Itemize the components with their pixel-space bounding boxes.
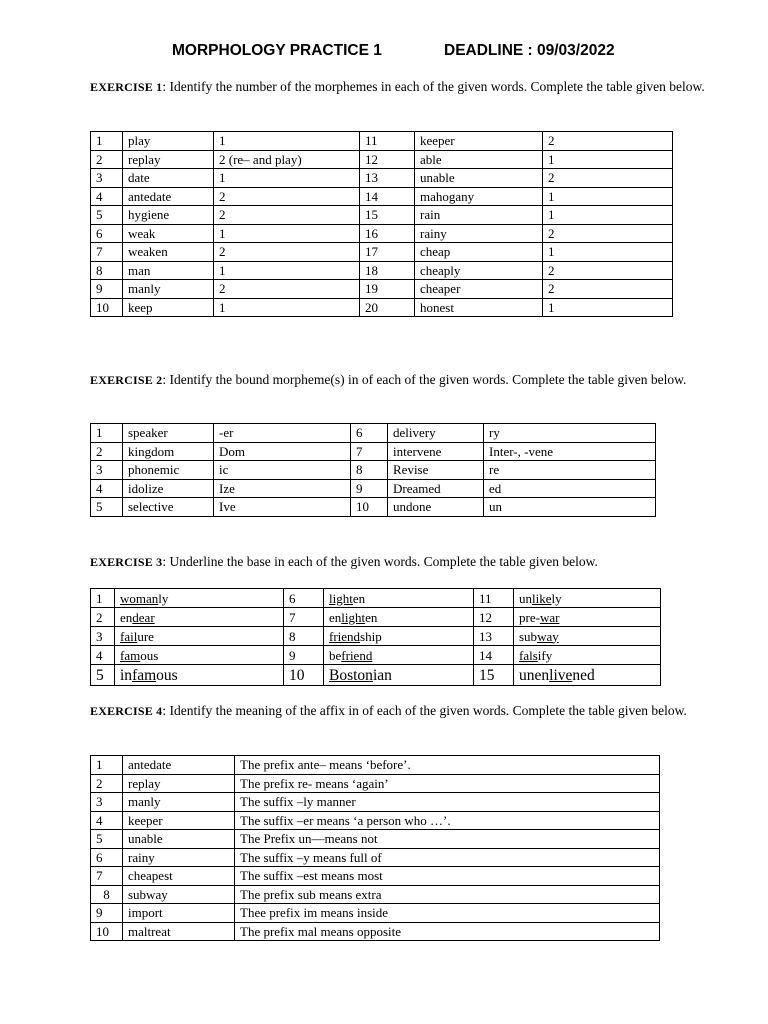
word-suffix: ian	[372, 666, 392, 684]
row-number: 7	[284, 608, 324, 627]
word-prefix: en	[120, 609, 133, 625]
table-row	[91, 498, 656, 517]
row-number: 15	[360, 206, 415, 225]
morpheme-count-cell: 1	[214, 132, 360, 151]
morpheme-count-cell: 2	[543, 280, 673, 299]
table-row	[91, 867, 660, 886]
word-cell: replay	[123, 150, 214, 169]
exercise3-table	[90, 588, 661, 686]
row-number: 1	[91, 756, 123, 775]
morpheme-count-cell: 1	[543, 187, 673, 206]
exercise3-instruction	[90, 553, 720, 571]
affix-meaning-cell: The prefix mal means opposite	[235, 922, 660, 941]
word-prefix: pre-	[519, 609, 540, 625]
morpheme-count-cell: 1	[543, 243, 673, 262]
word-prefix: be	[329, 647, 342, 663]
table-row	[91, 280, 673, 299]
row-number: 5	[91, 830, 123, 849]
word-suffix: ify	[537, 647, 553, 663]
word-cell: weak	[123, 224, 214, 243]
word-suffix: ship	[360, 628, 382, 644]
affix-meaning-cell: The prefix sub means extra	[235, 885, 660, 904]
table-row	[91, 261, 673, 280]
row-number: 18	[360, 261, 415, 280]
table-row	[91, 756, 660, 775]
exercise4-text: : Identify the meaning of the affix in of each of the given words. Complete the table given below.	[162, 703, 687, 718]
bound-morpheme-cell: ic	[214, 461, 351, 480]
affix-meaning-cell: The suffix –est means most	[235, 867, 660, 886]
exercise2-text: : Identify the bound morpheme(s) in of each of the given words. Complete the table given below.	[162, 372, 687, 387]
word-prefix: sub	[519, 628, 538, 644]
row-number: 14	[360, 187, 415, 206]
table-row	[91, 608, 661, 627]
word-suffix: ly	[551, 590, 562, 606]
word-cell: unable	[123, 830, 235, 849]
morpheme-count-cell: 1	[214, 169, 360, 188]
word-cell	[514, 646, 661, 665]
row-number: 1	[91, 589, 115, 608]
table-row	[91, 774, 660, 793]
word-base-underlined: war	[539, 609, 560, 625]
table-row	[91, 442, 656, 461]
word-cell: hygiene	[123, 206, 214, 225]
word-prefix: en	[329, 609, 342, 625]
row-number: 7	[91, 243, 123, 262]
word-suffix: ure	[137, 628, 154, 644]
exercise3-table-body	[91, 589, 661, 686]
row-number: 10	[91, 298, 123, 317]
exercise4-label: EXERCISE 4	[90, 704, 163, 718]
word-prefix: un	[519, 590, 532, 606]
word-prefix: in	[120, 666, 133, 684]
row-number: 11	[360, 132, 415, 151]
morpheme-count-cell: 2	[214, 206, 360, 225]
affix-meaning-cell: Thee prefix im means inside	[235, 904, 660, 923]
word-cell	[115, 627, 284, 646]
table-row	[91, 169, 673, 188]
row-number: 5	[91, 665, 115, 686]
row-number: 1	[91, 132, 123, 151]
word-cell: man	[123, 261, 214, 280]
word-base-underlined: Boston	[329, 666, 373, 684]
exercise1-table-body	[91, 132, 673, 317]
row-number: 3	[91, 461, 123, 480]
exercise2-instruction	[90, 371, 720, 389]
exercise1-text: : Identify the number of the morphemes in each of the given words. Complete the table given below.	[162, 79, 705, 94]
morpheme-count-cell: 2	[543, 224, 673, 243]
morpheme-count-cell: 2	[214, 243, 360, 262]
row-number: 5	[91, 206, 123, 225]
morpheme-count-cell: 2	[543, 169, 673, 188]
bound-morpheme-cell: re	[484, 461, 656, 480]
word-cell	[514, 665, 661, 686]
affix-meaning-cell: The Prefix un—means not	[235, 830, 660, 849]
word-base-underlined: live	[549, 666, 573, 684]
row-number: 2	[91, 150, 123, 169]
word-cell: delivery	[388, 424, 484, 443]
table-row	[91, 793, 660, 812]
word-cell	[324, 589, 474, 608]
word-base-underlined: dear	[132, 609, 155, 625]
word-base-underlined: woman	[120, 590, 159, 606]
word-cell	[514, 589, 661, 608]
row-number: 8	[284, 627, 324, 646]
row-number: 15	[474, 665, 514, 686]
word-base-underlined: way	[537, 628, 559, 644]
word-cell: subway	[123, 885, 235, 904]
row-number: 7	[351, 442, 388, 461]
row-number: 10	[351, 498, 388, 517]
row-number: 13	[360, 169, 415, 188]
table-row	[91, 132, 673, 151]
row-number: 4	[91, 646, 115, 665]
bound-morpheme-cell: Ize	[214, 479, 351, 498]
word-cell	[115, 608, 284, 627]
word-cell: manly	[123, 280, 214, 299]
row-number: 19	[360, 280, 415, 299]
word-cell: Dreamed	[388, 479, 484, 498]
row-number: 13	[474, 627, 514, 646]
row-number: 9	[91, 280, 123, 299]
table-row	[91, 187, 673, 206]
word-cell: Revise	[388, 461, 484, 480]
word-cell: antedate	[123, 187, 214, 206]
word-suffix: ned	[572, 666, 595, 684]
word-cell: date	[123, 169, 214, 188]
row-number: 10	[284, 665, 324, 686]
table-row	[91, 479, 656, 498]
morpheme-count-cell: 2	[214, 280, 360, 299]
word-cell	[514, 608, 661, 627]
word-cell: kingdom	[123, 442, 214, 461]
word-cell: mahogany	[415, 187, 543, 206]
table-row	[91, 904, 660, 923]
morpheme-count-cell: 2	[543, 261, 673, 280]
exercise4-table-body	[91, 756, 660, 941]
row-number: 2	[91, 608, 115, 627]
word-cell: weaken	[123, 243, 214, 262]
table-row	[91, 627, 661, 646]
word-base-underlined: fam	[120, 647, 141, 663]
row-number: 9	[91, 904, 123, 923]
word-base-underlined: light	[341, 609, 366, 625]
word-cell: cheaply	[415, 261, 543, 280]
word-cell	[514, 627, 661, 646]
affix-meaning-cell: The suffix –y means full of	[235, 848, 660, 867]
word-base-underlined: fam	[132, 666, 157, 684]
morpheme-count-cell: 2 (re– and play)	[214, 150, 360, 169]
row-number: 4	[91, 187, 123, 206]
row-number: 17	[360, 243, 415, 262]
word-base-underlined: friend	[329, 628, 361, 644]
word-cell: keeper	[415, 132, 543, 151]
word-suffix: ous	[156, 666, 178, 684]
row-number: 11	[474, 589, 514, 608]
table-row	[91, 830, 660, 849]
exercise3-text: : Underline the base in each of the given words. Complete the table given below.	[162, 554, 598, 569]
word-cell: maltreat	[123, 922, 235, 941]
table-row	[91, 922, 660, 941]
word-cell: cheap	[415, 243, 543, 262]
word-cell: keep	[123, 298, 214, 317]
exercise4-table	[90, 755, 660, 941]
word-cell: intervene	[388, 442, 484, 461]
row-number: 6	[351, 424, 388, 443]
word-cell	[324, 608, 474, 627]
row-number: 20	[360, 298, 415, 317]
table-row	[91, 848, 660, 867]
row-number: 9	[284, 646, 324, 665]
table-row	[91, 424, 656, 443]
word-base-underlined: fail	[120, 628, 138, 644]
table-row	[91, 150, 673, 169]
word-cell: rainy	[123, 848, 235, 867]
table-row	[91, 885, 660, 904]
row-number: 2	[91, 442, 123, 461]
row-number: 6	[91, 848, 123, 867]
table-row	[91, 298, 673, 317]
row-number: 4	[91, 811, 123, 830]
row-number: 3	[91, 627, 115, 646]
word-cell: phonemic	[123, 461, 214, 480]
word-cell: unable	[415, 169, 543, 188]
table-row	[91, 811, 660, 830]
exercise2-label: EXERCISE 2	[90, 373, 163, 387]
row-number: 8	[91, 261, 123, 280]
deadline-label: DEADLINE : 09/03/2022	[444, 42, 615, 59]
word-cell: able	[415, 150, 543, 169]
bound-morpheme-cell: ed	[484, 479, 656, 498]
table-row	[91, 589, 661, 608]
bound-morpheme-cell: -er	[214, 424, 351, 443]
word-base-underlined: fals	[519, 647, 538, 663]
exercise1-table	[90, 131, 673, 317]
word-base-underlined: friend	[341, 647, 373, 663]
row-number: 1	[91, 424, 123, 443]
word-cell: honest	[415, 298, 543, 317]
word-cell: antedate	[123, 756, 235, 775]
morpheme-count-cell: 1	[214, 261, 360, 280]
word-suffix: ous	[140, 647, 159, 663]
row-number: 9	[351, 479, 388, 498]
word-cell: play	[123, 132, 214, 151]
table-row	[91, 646, 661, 665]
page-title: MORPHOLOGY PRACTICE 1	[172, 42, 382, 59]
word-prefix: unen	[519, 666, 550, 684]
bound-morpheme-cell: Ive	[214, 498, 351, 517]
morpheme-count-cell: 2	[543, 132, 673, 151]
morpheme-count-cell: 1	[543, 206, 673, 225]
row-number: 3	[91, 793, 123, 812]
word-suffix: ly	[158, 590, 169, 606]
word-cell: cheaper	[415, 280, 543, 299]
table-row	[91, 461, 656, 480]
row-number: 14	[474, 646, 514, 665]
row-number: 12	[474, 608, 514, 627]
word-cell	[115, 665, 284, 686]
word-cell	[324, 646, 474, 665]
exercise1-instruction	[90, 78, 720, 96]
row-number: 5	[91, 498, 123, 517]
table-row	[91, 206, 673, 225]
row-number: 12	[360, 150, 415, 169]
table-row	[91, 224, 673, 243]
word-cell: keeper	[123, 811, 235, 830]
exercise3-label: EXERCISE 3	[90, 555, 163, 569]
word-cell: manly	[123, 793, 235, 812]
word-cell: import	[123, 904, 235, 923]
word-cell	[324, 627, 474, 646]
row-number: 8	[91, 885, 123, 904]
table-row	[91, 665, 661, 686]
morpheme-count-cell: 2	[214, 187, 360, 206]
row-number: 6	[284, 589, 324, 608]
exercise4-instruction	[90, 702, 720, 720]
row-number: 4	[91, 479, 123, 498]
affix-meaning-cell: The prefix ante– means ‘before’.	[235, 756, 660, 775]
word-suffix: en	[365, 609, 378, 625]
row-number: 2	[91, 774, 123, 793]
word-cell: rainy	[415, 224, 543, 243]
morpheme-count-cell: 1	[543, 298, 673, 317]
row-number: 7	[91, 867, 123, 886]
bound-morpheme-cell: un	[484, 498, 656, 517]
word-cell	[324, 665, 474, 686]
affix-meaning-cell: The suffix –er means ‘a person who …’.	[235, 811, 660, 830]
table-row	[91, 243, 673, 262]
word-cell: rain	[415, 206, 543, 225]
word-cell: undone	[388, 498, 484, 517]
word-cell: idolize	[123, 479, 214, 498]
row-number: 6	[91, 224, 123, 243]
morpheme-count-cell: 1	[214, 298, 360, 317]
row-number: 3	[91, 169, 123, 188]
word-cell: cheapest	[123, 867, 235, 886]
morpheme-count-cell: 1	[214, 224, 360, 243]
word-cell: speaker	[123, 424, 214, 443]
bound-morpheme-cell: Dom	[214, 442, 351, 461]
word-cell: replay	[123, 774, 235, 793]
exercise1-label: EXERCISE 1	[90, 80, 163, 94]
row-number: 16	[360, 224, 415, 243]
word-base-underlined: light	[329, 590, 353, 606]
word-base-underlined: like	[532, 590, 552, 606]
word-cell	[115, 589, 284, 608]
bound-morpheme-cell: Inter-, -vene	[484, 442, 656, 461]
page-header	[0, 42, 768, 66]
exercise2-table-body	[91, 424, 656, 517]
affix-meaning-cell: The prefix re- means ‘again’	[235, 774, 660, 793]
exercise2-table	[90, 423, 656, 517]
row-number: 10	[91, 922, 123, 941]
morpheme-count-cell: 1	[543, 150, 673, 169]
row-number: 8	[351, 461, 388, 480]
word-cell	[115, 646, 284, 665]
affix-meaning-cell: The suffix –ly manner	[235, 793, 660, 812]
word-suffix: en	[352, 590, 366, 606]
word-cell: selective	[123, 498, 214, 517]
bound-morpheme-cell: ry	[484, 424, 656, 443]
